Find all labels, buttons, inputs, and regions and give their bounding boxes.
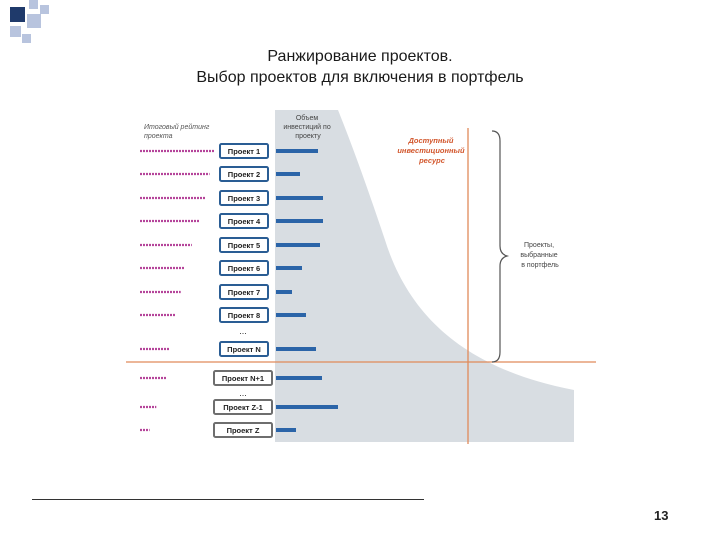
title-line-1: Ранжирование проектов. [267,48,453,65]
resource-label-line-3: ресурс [419,156,445,165]
investment-bar [276,290,292,294]
title-line-2: Выбор проектов для включения в портфель [196,69,524,86]
investment-bar [276,347,316,351]
resource-label [397,136,466,165]
selected-label-line-2: выбранные [520,252,558,259]
project-label: Проект 2 [227,170,261,179]
rank-header-line-2: проекта [144,133,173,140]
investment-bar [276,428,296,432]
rank-header-line-1: Итоговый рейтинг [144,124,210,131]
project-label: Проект 4 [227,217,261,226]
investment-bar [276,219,323,223]
project-label: Проект 5 [227,241,261,250]
footer-divider [32,499,424,500]
project-label: Проект 8 [227,311,261,320]
ellipsis-after-project-8: ... [239,326,247,336]
investment-header-line-2: инвестиций по [283,124,331,131]
resource-label-line-1: Доступный [408,136,454,145]
investment-header-line-1: Объем [295,115,319,122]
investment-bar [276,266,302,270]
ellipsis-after-project-n1: ... [239,388,247,398]
investment-bar [276,196,323,200]
investment-bar [276,405,338,409]
selected-label [520,242,559,269]
project-row [140,285,292,299]
project-row [140,423,296,437]
project-label: Проект 7 [227,288,261,297]
project-label: Проект N+1 [221,374,265,383]
investment-bar [276,243,320,247]
project-label: Проект 3 [227,194,261,203]
selected-label-line-1: Проекты, [524,242,555,249]
project-label: Проект Z [226,426,260,435]
investment-bar [276,172,300,176]
selection-brace [492,131,507,362]
investment-bar [276,376,322,380]
selected-label-line-3: в портфель [521,262,559,269]
page-number: 13 [654,508,669,523]
investment-header-line-3: проекту [295,133,321,140]
project-label: Проект 1 [227,147,261,156]
rank-header [144,123,211,140]
resource-label-line-2: инвестиционный [397,146,465,155]
investment-bar [276,149,318,153]
project-label: Проект N [227,345,261,354]
investment-bar [276,313,306,317]
project-label: Проект 6 [227,264,261,273]
project-label: Проект Z-1 [223,403,263,412]
